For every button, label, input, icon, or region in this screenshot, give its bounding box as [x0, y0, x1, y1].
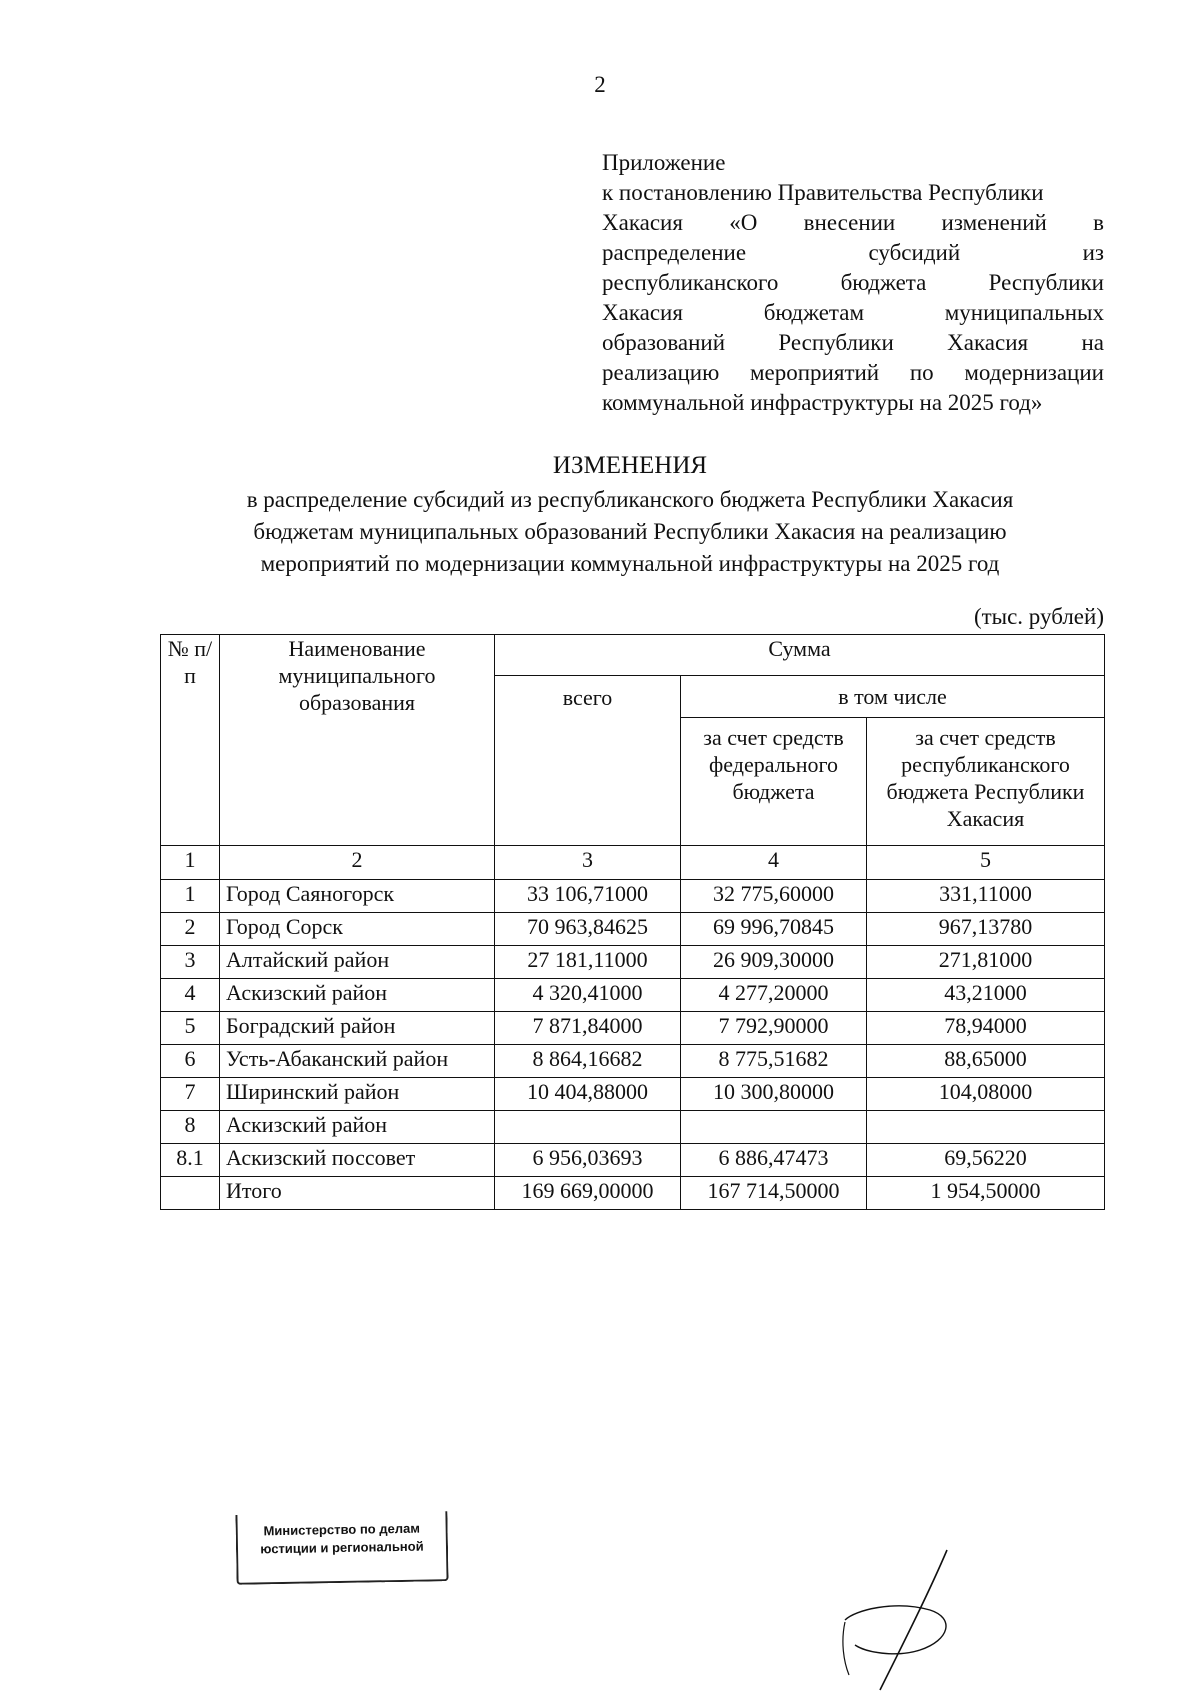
page-number: 2: [594, 72, 606, 97]
appendix-line: [602, 208, 1104, 238]
row-republic: 271,81000: [867, 946, 1105, 979]
appendix-line: [602, 238, 1104, 268]
row-number: 2: [161, 913, 220, 946]
appendix-word: субсидий: [868, 240, 961, 265]
header-name: [220, 635, 495, 846]
row-total: 70 963,84625: [495, 913, 681, 946]
header-republic: за счет средств республиканского бюджета Республики Хакасия: [867, 718, 1105, 846]
row-total: 27 181,11000: [495, 946, 681, 979]
appendix-word: Республики: [778, 330, 894, 355]
row-total: [495, 1111, 681, 1144]
row-republic: 104,08000: [867, 1078, 1105, 1111]
row-federal: 26 909,30000: [681, 946, 867, 979]
appendix-word: из: [1082, 240, 1104, 265]
appendix-line: Приложение: [602, 150, 726, 175]
row-number: 7: [161, 1078, 220, 1111]
appendix-word: муниципальных: [944, 300, 1104, 325]
row-number: 5: [161, 1012, 220, 1045]
appendix-word: в: [1093, 210, 1104, 235]
appendix-line: к постановлению Правительства Республики: [602, 180, 1044, 205]
row-republic: 88,65000: [867, 1045, 1105, 1078]
row-name: Город Сорск: [220, 913, 495, 946]
table-row: [161, 1111, 1105, 1144]
document-subtitle: [150, 484, 1110, 580]
column-number: 3: [495, 846, 681, 880]
row-federal: 69 996,70845: [681, 913, 867, 946]
appendix-word: внесении: [803, 210, 896, 235]
ministry-stamp: [235, 1511, 448, 1585]
stamp-line: юстиции и региональной: [260, 1538, 424, 1557]
appendix-word: Хакасия: [947, 330, 1029, 355]
appendix-word: мероприятий: [749, 360, 880, 385]
row-number: 8.1: [161, 1144, 220, 1177]
table-row: [161, 1012, 1105, 1045]
row-federal: 7 792,90000: [681, 1012, 867, 1045]
row-number: 4: [161, 979, 220, 1012]
subsidy-table: [160, 634, 1105, 1210]
subtitle-line: в распределение субсидий из республиканского бюджета Республики Хакасия: [246, 487, 1014, 512]
appendix-word: изменений: [941, 210, 1047, 235]
appendix-word: республиканского: [602, 270, 779, 295]
appendix-word: реализацию: [602, 360, 720, 385]
header-federal: за счет средств федерального бюджета: [681, 718, 867, 846]
column-number-row: [161, 846, 1105, 880]
row-total: 4 320,41000: [495, 979, 681, 1012]
appendix-line: [602, 298, 1104, 328]
signature: [835, 1540, 975, 1700]
table-row: [161, 1045, 1105, 1078]
appendix-word: на: [1081, 330, 1104, 355]
row-federal: [681, 1111, 867, 1144]
header-name-text: Наименование муниципального образования: [278, 636, 436, 715]
appendix-word: Хакасия: [602, 300, 683, 325]
row-number: 3: [161, 946, 220, 979]
appendix-word: «О: [729, 210, 758, 235]
table-body: [161, 880, 1105, 1210]
row-name: Итого: [220, 1177, 495, 1210]
appendix-line: [602, 328, 1104, 358]
appendix-line: [602, 268, 1104, 298]
row-federal: 32 775,60000: [681, 880, 867, 913]
row-name: Город Саяногорск: [220, 880, 495, 913]
subtitle-line: бюджетам муниципальных образований Республики Хакасия на реализацию: [253, 519, 1007, 544]
appendix-line: [602, 358, 1104, 388]
row-republic: 967,13780: [867, 913, 1105, 946]
appendix-word: Хакасия: [602, 210, 683, 235]
document-title: ИЗМЕНЕНИЯ: [552, 452, 708, 479]
row-republic: 78,94000: [867, 1012, 1105, 1045]
row-number: 6: [161, 1045, 220, 1078]
row-total: 6 956,03693: [495, 1144, 681, 1177]
row-federal: 10 300,80000: [681, 1078, 867, 1111]
row-republic: 331,11000: [867, 880, 1105, 913]
header-total: всего: [495, 676, 681, 846]
appendix-block: [602, 148, 1104, 418]
row-number: 1: [161, 880, 220, 913]
row-republic: 1 954,50000: [867, 1177, 1105, 1210]
row-number: [161, 1177, 220, 1210]
row-total: 169 669,00000: [495, 1177, 681, 1210]
table-row: [161, 946, 1105, 979]
row-total: 8 864,16682: [495, 1045, 681, 1078]
appendix-word: Республики: [988, 270, 1104, 295]
row-republic: 69,56220: [867, 1144, 1105, 1177]
row-federal: 167 714,50000: [681, 1177, 867, 1210]
column-number: 2: [220, 846, 495, 880]
units-label: (тыс. рублей): [973, 604, 1104, 629]
header-num: № п/п: [161, 635, 220, 846]
row-name: Аскизский поссовет: [220, 1144, 495, 1177]
appendix-word: бюджета: [840, 270, 927, 295]
column-number: 5: [867, 846, 1105, 880]
appendix-word: образований: [602, 330, 726, 355]
appendix-line: коммунальной инфраструктуры на 2025 год»: [602, 390, 1043, 415]
appendix-word: модернизации: [964, 360, 1104, 385]
column-number: 4: [681, 846, 867, 880]
appendix-word: распределение: [602, 240, 747, 265]
header-sum: Сумма: [495, 635, 1105, 676]
column-number: 1: [161, 846, 220, 880]
row-republic: [867, 1111, 1105, 1144]
table-row: [161, 979, 1105, 1012]
row-federal: 6 886,47473: [681, 1144, 867, 1177]
row-name: Аскизский район: [220, 1111, 495, 1144]
stamp-line: Министерство по делам: [263, 1520, 420, 1539]
appendix-word: бюджетам: [763, 300, 864, 325]
row-name: Алтайский район: [220, 946, 495, 979]
row-name: Боградский район: [220, 1012, 495, 1045]
table-row: [161, 880, 1105, 913]
table-row: [161, 1078, 1105, 1111]
row-total: 7 871,84000: [495, 1012, 681, 1045]
row-name: Усть-Абаканский район: [220, 1045, 495, 1078]
table-row: [161, 1144, 1105, 1177]
row-federal: 8 775,51682: [681, 1045, 867, 1078]
header-including: в том числе: [681, 676, 1105, 718]
row-republic: 43,21000: [867, 979, 1105, 1012]
row-federal: 4 277,20000: [681, 979, 867, 1012]
appendix-word: по: [909, 360, 934, 385]
row-number: 8: [161, 1111, 220, 1144]
row-name: Ширинский район: [220, 1078, 495, 1111]
row-total: 10 404,88000: [495, 1078, 681, 1111]
table-row: [161, 1177, 1105, 1210]
subtitle-line: мероприятий по модернизации коммунальной инфраструктуры на 2025 год: [260, 551, 1000, 576]
row-name: Аскизский район: [220, 979, 495, 1012]
table-row: [161, 913, 1105, 946]
row-total: 33 106,71000: [495, 880, 681, 913]
